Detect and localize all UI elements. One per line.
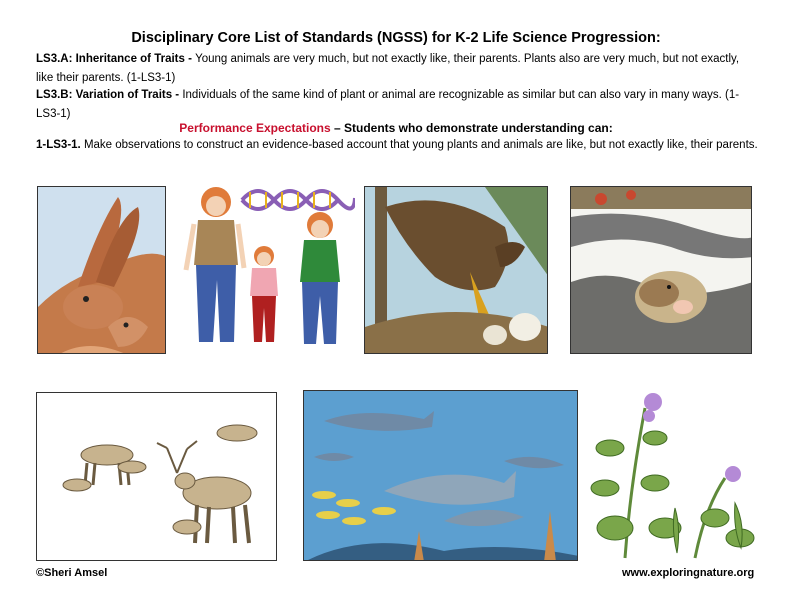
performance-suffix: – Students who demonstrate understanding can: — [330, 121, 613, 135]
website-link[interactable]: www.exploringnature.org — [622, 567, 755, 579]
performance-expectation — [36, 138, 758, 152]
caribou-illustration — [36, 392, 277, 561]
family-dna-illustration — [180, 180, 355, 350]
performance-heading — [0, 121, 792, 135]
page-title: Disciplinary Core List of Standards (NGSS) for K-2 Life Science Progression: — [131, 30, 661, 46]
burrow-mouse-illustration — [570, 186, 752, 354]
standard-text: Individuals of the same kind of plant or animal are recognizable as similar but can also vary in many ways. (1-LS3-1) — [36, 89, 740, 120]
pea-plant-illustration — [585, 388, 760, 563]
expectation-code: 1-LS3-1. — [36, 139, 81, 151]
eagle-illustration — [364, 186, 548, 354]
standard-code: LS3.B: Variation of Traits - — [36, 89, 183, 101]
standard-ls3b — [36, 86, 758, 124]
ocean-illustration — [303, 390, 578, 561]
standard-text: Young animals are very much, but not exactly like, their parents. Plants also are very much, but not exactly, like their parents. (1-LS3-1) — [36, 53, 740, 84]
dna-icon — [242, 191, 355, 209]
standard-code: LS3.A: Inheritance of Traits - — [36, 53, 196, 65]
hare-illustration — [37, 186, 166, 354]
standard-ls3a — [36, 50, 758, 88]
expectation-text: Make observations to construct an evidence-based account that young plants and animals are like, but not exactly like, their parents. — [80, 139, 758, 151]
performance-label: Performance Expectations — [179, 121, 331, 135]
copyright-text: ©Sheri Amsel — [36, 567, 108, 579]
